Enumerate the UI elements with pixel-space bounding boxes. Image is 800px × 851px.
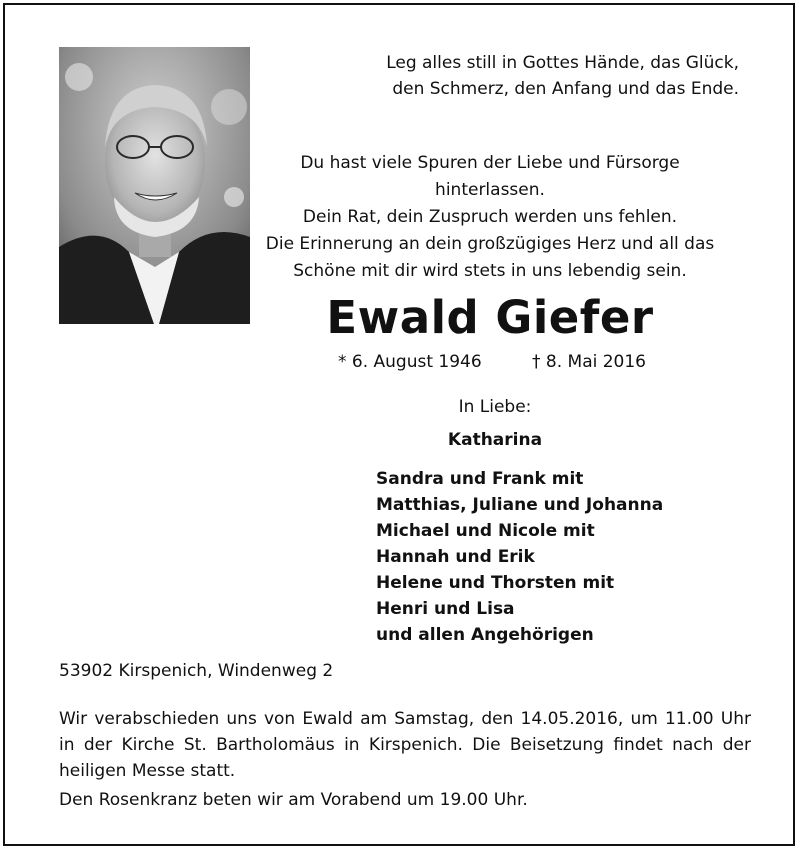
verse-line: den Schmerz, den Anfang und das Ende. (392, 79, 739, 99)
birth-date: * 6. August 1946 (338, 352, 482, 372)
rosary-notice: Den Rosenkranz beten wir am Vorabend um 19.00 Uhr. (59, 790, 528, 810)
verse (259, 50, 739, 102)
family-line: Hannah und Erik (376, 547, 535, 567)
spouse-name: Katharina (447, 430, 543, 450)
obituary-frame (3, 3, 795, 846)
verse-line: Leg alles still in Gottes Hände, das Glück, (386, 53, 739, 73)
tribute-line: Die Erinnerung an dein großzügiges Herz und all das (265, 234, 715, 254)
family-line: und allen Angehörigen (376, 625, 594, 645)
funeral-notice: Wir verabschieden uns von Ewald am Samstag, den 14.05.2016, um 11.00 Uhr in der Kirche St. Bartholomäus in Kirspenich. Die Beisetzung findet nach der heiligen Messe statt. (59, 709, 751, 781)
family-line: Matthias, Juliane und Johanna (376, 495, 664, 515)
family-line: Helene und Thorsten mit (376, 573, 615, 593)
family-line: Sandra und Frank mit (376, 469, 584, 489)
mourners-intro: In Liebe: (458, 397, 532, 417)
family-line: Michael und Nicole mit (376, 521, 595, 541)
address: 53902 Kirspenich, Windenweg 2 (59, 661, 334, 681)
death-date: † 8. Mai 2016 (532, 352, 647, 372)
tribute-line: Du hast viele Spuren der Liebe und Fürsorge hinterlassen. (300, 153, 680, 200)
tribute-line: Dein Rat, dein Zuspruch werden uns fehlen. (302, 207, 678, 227)
tribute-line: Schöne mit dir wird stets in uns lebendig sein. (293, 261, 687, 281)
family-list (376, 466, 663, 648)
deceased-name: Ewald Giefer (326, 291, 654, 344)
family-line: Henri und Lisa (376, 599, 515, 619)
tribute-text (250, 150, 730, 285)
portrait-photo (59, 47, 250, 324)
